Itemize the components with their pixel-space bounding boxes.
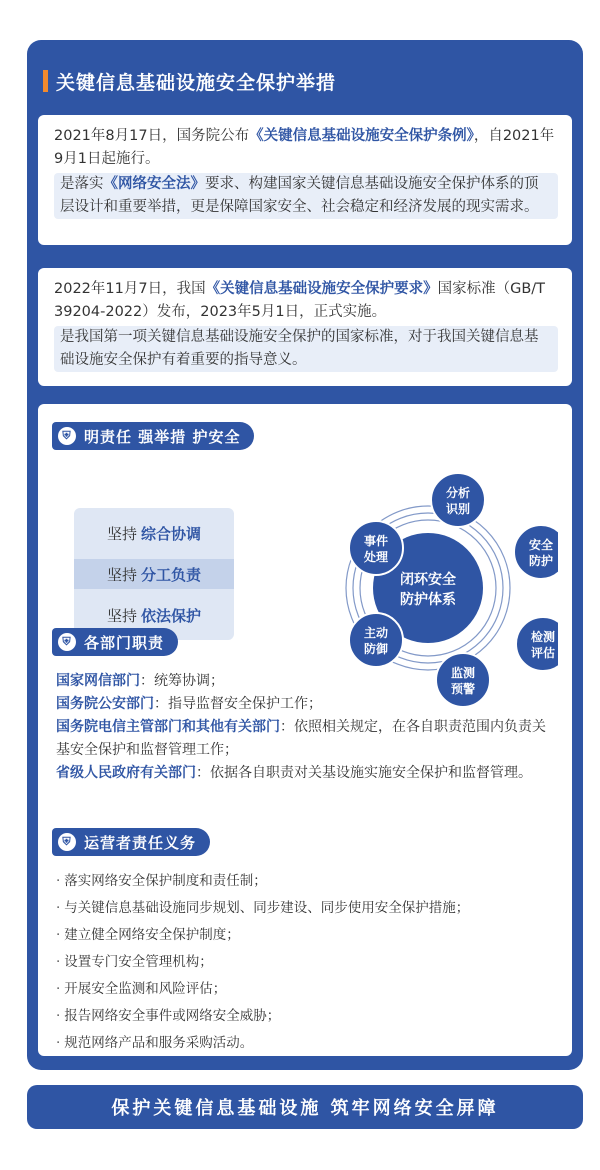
section-header-departments: ⛨ 各部门职责 [52, 628, 178, 656]
regulation-name: 《关键信息基础设施安全保护条例》 [249, 128, 474, 144]
details-card [38, 404, 572, 1056]
shield-icon: ⛨ [58, 833, 76, 851]
standard-card [38, 268, 572, 386]
list-item: · 规范网络产品和服务采购活动。 [56, 1030, 556, 1057]
regulation-note: 是落实《网络安全法》要求、构建国家关键信息基础设施安全保护体系的顶层设计和重要举措，更是保障国家安全、社会稳定和经济发展的现实需求。 [54, 173, 558, 219]
node-handle [349, 521, 403, 575]
svg-text:检测: 检测 [530, 630, 556, 644]
standard-note: 是我国第一项关键信息基础设施安全保护的国家标准，对于我国关键信息基础设施安全保护有着重要的指导意义。 [54, 326, 558, 372]
duty-list [56, 868, 556, 1057]
standard-name: 《关键信息基础设施安全保护要求》 [205, 281, 438, 297]
node-defend [349, 613, 403, 667]
department-item: 省级人民政府有关部门：依据各自职责对关基设施实施安全保护和监督管理。 [56, 765, 532, 781]
department-item: 国务院公安部门：指导监督安全保护工作； [56, 696, 322, 712]
principle-item: 坚持 综合协调 [106, 524, 202, 543]
main-panel [27, 40, 583, 1070]
department-item: 国家网信部门：统筹协调； [56, 673, 224, 689]
svg-text:处理: 处理 [363, 550, 389, 564]
node-detect [516, 617, 558, 671]
footer-slogan: 保护关键信息基础设施 筑牢网络安全屏障 [27, 1085, 583, 1129]
principles-box [74, 508, 234, 640]
list-item: · 与关键信息基础设施同步规划、同步建设、同步使用安全保护措施； [56, 895, 556, 922]
department-item: 国务院电信主管部门和其他有关部门：依照相关规定，在各自职责范围内负责关基安全保护和监督管理工作； [56, 719, 546, 758]
svg-text:防御: 防御 [363, 642, 389, 656]
page-title-text: 关键信息基础设施安全保护举措 [56, 71, 337, 94]
list-item: · 设置专门安全管理机构； [56, 949, 556, 976]
svg-text:防护: 防护 [528, 554, 554, 568]
regulation-text: 2021年8月17日，国务院公布《关键信息基础设施安全保护条例》，自2021年9月1日起施行。 [54, 128, 555, 167]
center-label: 闭环安全 [400, 572, 456, 588]
list-item: · 落实网络安全保护制度和责任制； [56, 868, 556, 895]
list-item: · 开展安全监测和风险评估； [56, 976, 556, 1003]
svg-text:识别: 识别 [445, 502, 471, 516]
center-label: 防护体系 [400, 592, 456, 608]
svg-text:预警: 预警 [450, 682, 476, 696]
svg-text:分析: 分析 [445, 486, 471, 500]
department-list [56, 670, 556, 785]
principle-item: 坚持 分工负责 [74, 559, 234, 589]
section-header-operator-duties: ⛨ 运营者责任义务 [52, 828, 210, 856]
svg-text:监测: 监测 [450, 666, 476, 680]
svg-text:主动: 主动 [363, 626, 389, 640]
node-protect [514, 525, 558, 579]
law-name: 《网络安全法》 [103, 176, 205, 192]
principle-item: 坚持 依法保护 [106, 606, 202, 625]
svg-text:评估: 评估 [530, 646, 556, 660]
standard-text: 2022年11月7日，我国《关键信息基础设施安全保护要求》国家标准（GB/T 39204-2022）发布，2023年5月1日，正式实施。 [54, 281, 546, 320]
list-item: · 建立健全网络安全保护制度； [56, 922, 556, 949]
shield-icon: ⛨ [58, 427, 76, 445]
svg-text:事件: 事件 [363, 534, 389, 548]
page-title [43, 64, 336, 98]
node-analyze [431, 473, 485, 527]
shield-icon: ⛨ [58, 633, 76, 651]
list-item: · 报告网络安全事件或网络安全威胁； [56, 1003, 556, 1030]
section-header-responsibility: ⛨ 明责任 强举措 护安全 [52, 422, 254, 450]
title-accent-bar [43, 70, 48, 92]
svg-text:安全: 安全 [528, 538, 554, 552]
regulation-card [38, 115, 572, 245]
